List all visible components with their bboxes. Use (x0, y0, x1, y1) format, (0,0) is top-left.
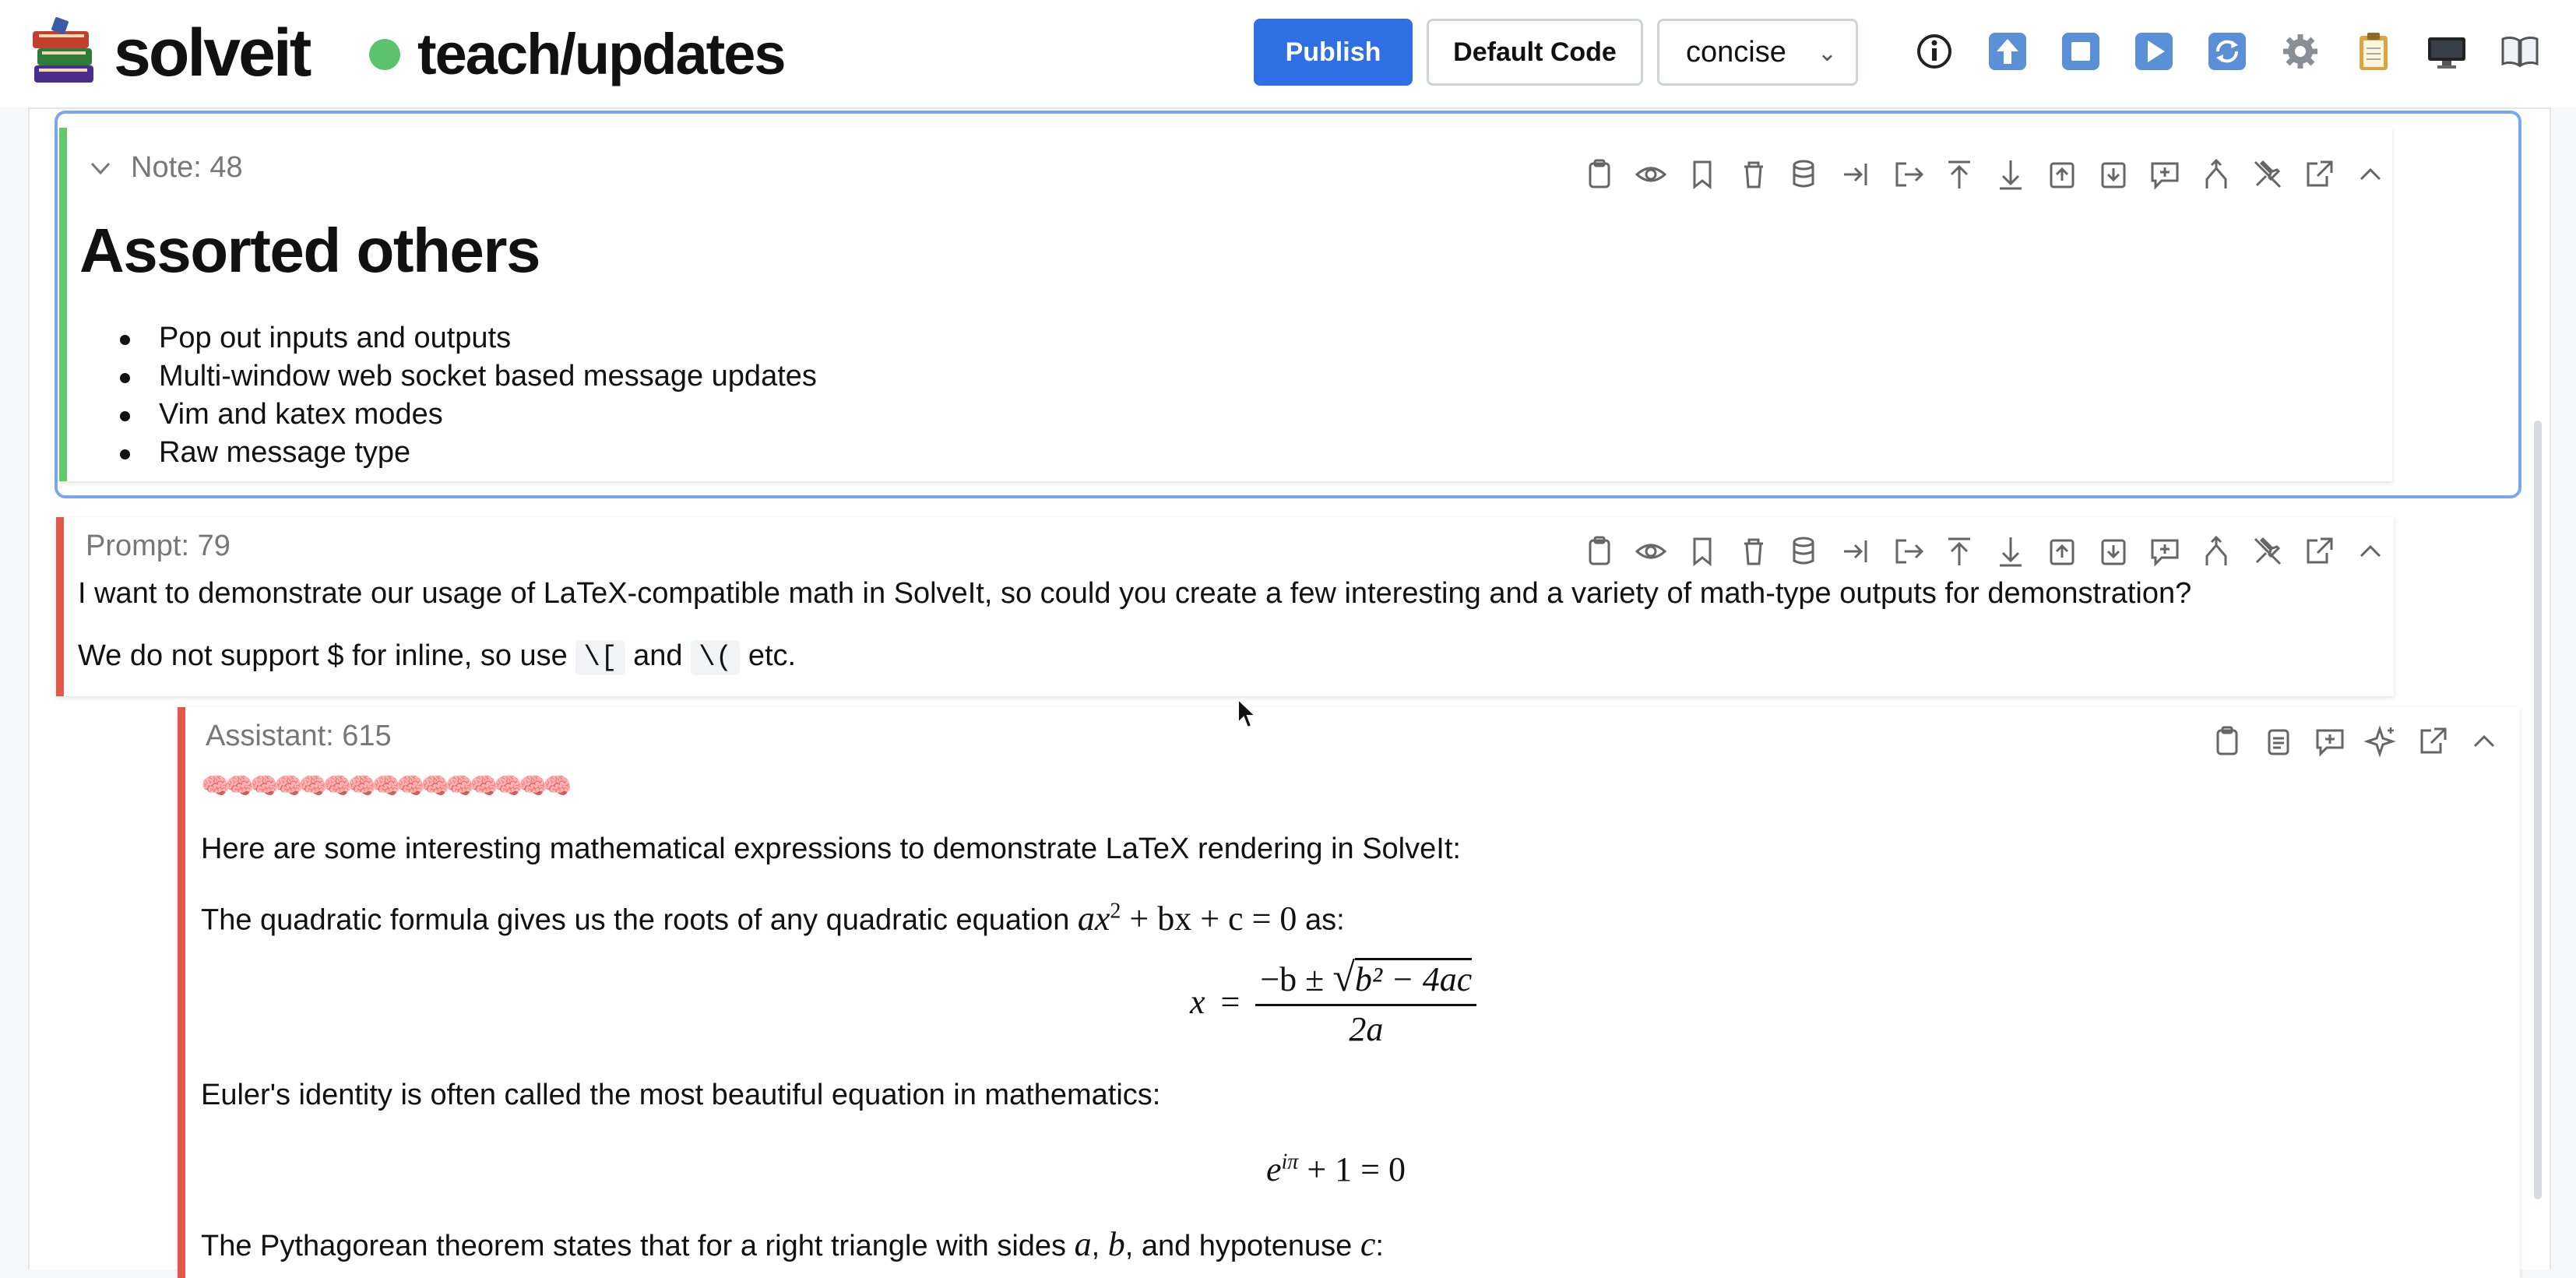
note-heading: Assorted others (79, 216, 540, 285)
inline-code: \( (691, 640, 740, 675)
play-icon[interactable] (2134, 31, 2174, 72)
page-title: teach/updates (417, 22, 785, 86)
assistant-text: Here are some interesting mathematical expressions to demonstrate LaTeX rendering in SolveIt: (201, 833, 1461, 865)
comment-add-icon[interactable] (2148, 534, 2182, 569)
import-down-icon[interactable] (2096, 534, 2131, 569)
move-to-top-icon[interactable] (1942, 157, 1976, 192)
assistant-cell[interactable] (178, 707, 2520, 1278)
note-list (114, 319, 817, 472)
prompt-text-line: I want to demonstrate our usage of LaTeX-compatible math in SolveIt, so could you create a few interesting and a variety of math-type outputs for demonstration? (78, 577, 2192, 610)
prompt-cell[interactable] (56, 517, 2394, 696)
unpin-icon[interactable] (2250, 157, 2285, 192)
stop-icon[interactable] (2060, 31, 2101, 72)
mode-select-value: concise (1686, 35, 1786, 69)
comment-add-icon[interactable] (2313, 724, 2347, 759)
merge-icon[interactable] (2199, 534, 2233, 569)
cell-label: Prompt: 79 (86, 530, 231, 562)
unpin-icon[interactable] (2250, 534, 2285, 569)
logout-icon[interactable] (1891, 534, 1925, 569)
copy-icon[interactable] (2210, 724, 2244, 759)
mouse-cursor-icon (1237, 698, 1257, 731)
note-toolbar (1582, 157, 2388, 192)
mode-select[interactable] (1657, 19, 1858, 86)
refresh-icon[interactable] (2207, 31, 2247, 72)
chevron-down-icon: ⌄ (1817, 40, 1837, 66)
settings-icon[interactable] (2280, 31, 2321, 72)
list-item: Raw message type (114, 434, 817, 472)
scrollbar[interactable] (2534, 421, 2542, 1199)
assistant-toolbar (2210, 724, 2501, 759)
thinking-indicator: 🧠🧠🧠🧠🧠🧠🧠🧠🧠🧠🧠🧠🧠🧠🧠 (201, 773, 568, 799)
list-item: Multi-window web socket based message updates (114, 357, 817, 396)
eye-icon[interactable] (1634, 534, 1668, 569)
chevron-up-icon[interactable] (2353, 534, 2388, 569)
export-up-icon[interactable] (2045, 157, 2079, 192)
logout-icon[interactable] (1891, 157, 1925, 192)
default-code-button[interactable]: Default Code (1427, 19, 1643, 86)
publish-button[interactable]: Publish (1254, 19, 1413, 86)
chevron-up-icon[interactable] (2353, 157, 2388, 192)
inline-code: \[ (575, 640, 625, 675)
external-link-icon[interactable] (2302, 534, 2336, 569)
trash-icon[interactable] (1737, 157, 1771, 192)
chevron-down-icon[interactable] (89, 157, 112, 180)
chevron-up-icon[interactable] (2467, 724, 2501, 759)
cell-label: Assistant: 615 (206, 720, 392, 752)
copy-icon[interactable] (1582, 157, 1617, 192)
trash-icon[interactable] (1737, 534, 1771, 569)
import-down-icon[interactable] (2096, 157, 2131, 192)
clipboard-icon[interactable] (2353, 31, 2394, 72)
sparkles-icon[interactable] (2364, 724, 2398, 759)
login-icon[interactable] (1839, 534, 1874, 569)
euler-identity: $e^{i\pi} + 1 = 0$ (1266, 1149, 1406, 1188)
list-item: Pop out inputs and outputs (114, 319, 817, 357)
assistant-text: Euler's identity is often called the most beautiful equation in mathematics: (201, 1079, 1161, 1111)
prompt-text-line: We do not support $ for inline, so use \[ and \( etc. (78, 639, 797, 674)
export-up-icon[interactable] (2045, 534, 2079, 569)
book-icon[interactable] (2500, 31, 2540, 72)
upload-icon[interactable] (1987, 31, 2028, 72)
clipboard-list-icon[interactable] (2261, 724, 2296, 759)
assistant-text: The Pythagorean theorem states that for a right triangle with sides a, b, and hypotenuse c: (201, 1225, 1384, 1263)
merge-icon[interactable] (2199, 157, 2233, 192)
move-down-icon[interactable] (1994, 534, 2028, 569)
books-logo-icon (30, 17, 98, 89)
monitor-icon[interactable] (2426, 31, 2467, 72)
move-to-top-icon[interactable] (1942, 534, 1976, 569)
inline-math: $ax^2$ + bx + c = 0 (1077, 899, 1297, 938)
login-icon[interactable] (1839, 157, 1874, 192)
status-indicator (369, 39, 400, 70)
prompt-toolbar (1582, 534, 2388, 569)
eye-icon[interactable] (1634, 157, 1668, 192)
quadratic-formula: x = $\frac{\text{−b ± √b² − 4ac}}{2a}$ (1190, 955, 1476, 1049)
bookmark-icon[interactable] (1685, 534, 1719, 569)
assistant-text: The quadratic formula gives us the roots of any quadratic equation $ax^2$ + bx + c = 0 as: (201, 899, 1345, 938)
note-cell[interactable] (59, 128, 2392, 481)
database-icon[interactable] (1788, 534, 1822, 569)
list-item: Vim and katex modes (114, 396, 817, 434)
move-down-icon[interactable] (1994, 157, 2028, 192)
app-name: solveit (114, 16, 310, 90)
comment-add-icon[interactable] (2148, 157, 2182, 192)
database-icon[interactable] (1788, 157, 1822, 192)
info-icon[interactable] (1914, 31, 1955, 72)
cell-label: Note: 48 (131, 151, 243, 184)
external-link-icon[interactable] (2302, 157, 2336, 192)
external-link-icon[interactable] (2416, 724, 2450, 759)
bookmark-icon[interactable] (1685, 157, 1719, 192)
copy-icon[interactable] (1582, 534, 1617, 569)
